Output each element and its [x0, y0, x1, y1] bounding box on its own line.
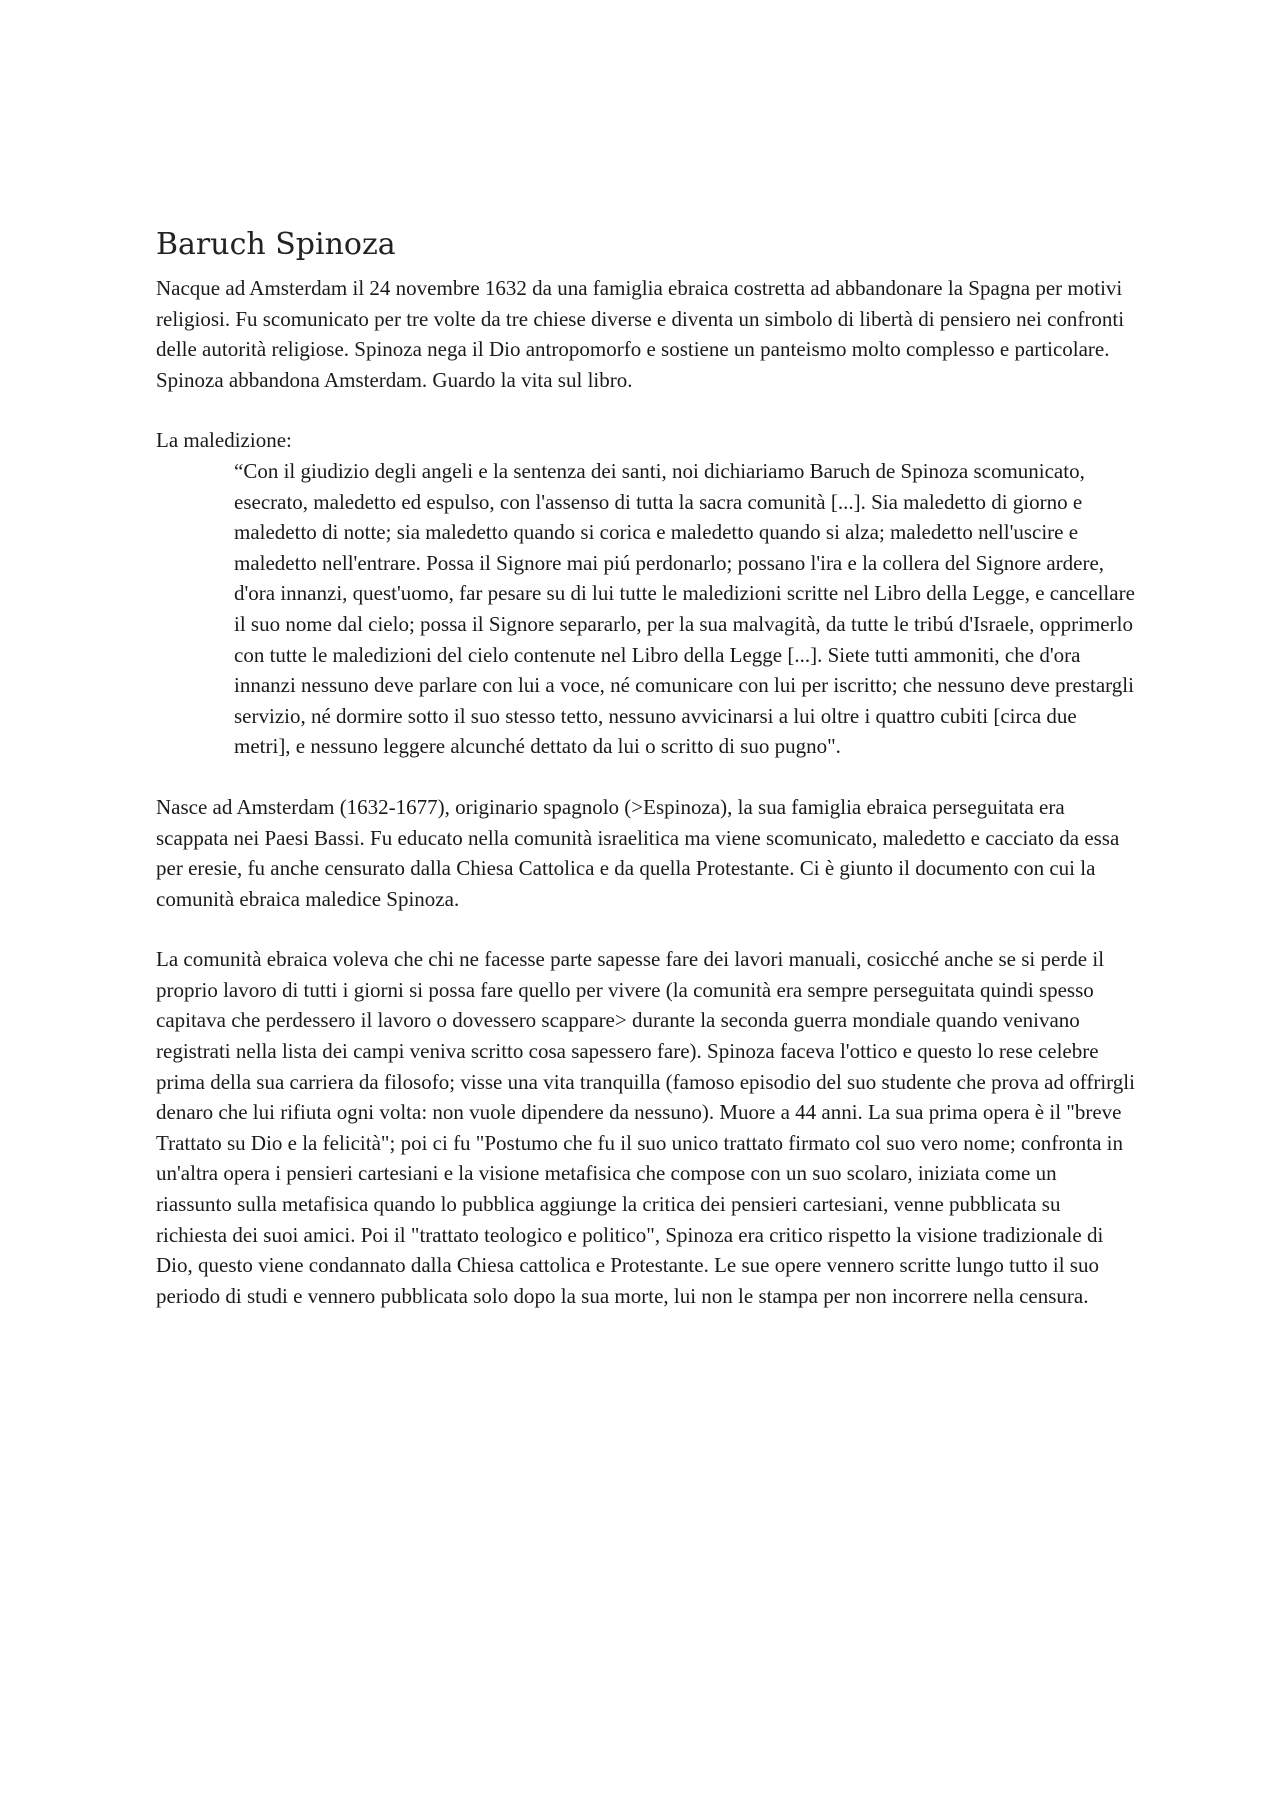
curse-quote: “Con il giudizio degli angeli e la sentenza dei santi, noi dichiariamo Baruch de Spinoza scomunicato, esecrato, maledetto ed espulso, con l'assenso di tutta la sacra comunità [...]. Sia maledetto di giorno e maledetto di notte; sia maledetto quando si corica e maledetto quando si alza; maledetto nell'uscire e maledetto nell'entrare. Possa il Signore mai piú perdonarlo; possano l'ira e la collera del Signore ardere, d'ora innanzi, quest'uomo, far pesare su di lui tutte le maledizioni scritte nel Libro della Legge, e cancellare il suo nome dal cielo; possa il Signore separarlo, per la sua malvagità, da tutte le tribú d'Israele, opprimerlo con tutte le maledizioni del cielo contenute nel Libro della Legge [...]. Siete tutti ammoniti, che d'ora innanzi nessuno deve parlare con lui a voce, né comunicare con lui per iscritto; che nessuno deve prestargli servizio, né dormire sotto il suo stesso tetto, nessuno avvicinarsi a lui oltre i quattro cubiti [circa due metri], e nessuno leggere alcunché dettato da lui o scritto di suo pugno".: [234, 458, 1135, 759]
life-paragraph: La comunità ebraica voleva che chi ne facesse parte sapesse fare dei lavori manuali, cosicché anche se si perde il proprio lavoro di tutti i giorni si possa fare quello per vivere (la comunità era sempre perseguitata quindi spesso capitava che perdessero il lavoro o dovessero scappare> durante la seconda guerra mondiale quando venivano registrati nella lista dei campi veniva scritto cosa sapessero fare). Spinoza faceva l'ottico e questo lo rese celebre prima della sua carriera da filosofo; visse una vita tranquilla (famoso episodio del suo studente che prova ad offrirgli denaro che lui rifiuta ogni volta: non vuole dipendere da nessuno). Muore a 44 anni. La sua prima opera è il "breve Trattato su Dio e la felicità"; poi ci fu "Postumo che fu il suo unico trattato firmato col suo vero nome; confronta in un'altra opera i pensieri cartesiani e la visione metafisica che compose con un suo scolaro, iniziata come un riassunto sulla metafisica quando lo pubblica aggiunge la critica dei pensieri cartesiani, venne pubblicata su richiesta dei suoi amici. Poi il "trattato teologico e politico", Spinoza era critico rispetto la visione tradizionale di Dio, questo viene condannato dalla Chiesa cattolica e Protestante. Le sue opere vennero scritte lungo tutto il suo periodo di studi e vennero pubblicata solo dopo la sua morte, lui non le stampa per non incorrere nella censura.: [156, 947, 1135, 1308]
intro-paragraph: Nacque ad Amsterdam il 24 novembre 1632 da una famiglia ebraica costretta ad abbandonare la Spagna per motivi religiosi. Fu scomunicato per tre volte da tre chiese diverse e diventa un simbolo di libertà di pensiero nei confronti delle autorità religiose. Spinoza nega il Dio antropomorfo e sostiene un panteismo molto complesso e particolare. Spinoza abbandona Amsterdam. Guardo la vita sul libro.: [156, 276, 1125, 392]
paragraph-spacer: [156, 762, 1136, 792]
paragraph-spacer: [156, 914, 1136, 944]
paragraph-spacer: [156, 395, 1136, 425]
document-page: [156, 225, 1136, 1311]
curse-label: La maledizione:: [156, 428, 292, 453]
birth-paragraph: Nasce ad Amsterdam (1632-1677), originario spagnolo (>Espinoza), la sua famiglia ebraica perseguitata era scappata nei Paesi Bassi. Fu educato nella comunità israelitica ma viene scomunicato, maledetto e cacciato da essa per eresie, fu anche censurato dalla Chiesa Cattolica e da quella Protestante. Ci è giunto il documento con cui la comunità ebraica maledice Spinoza.: [156, 794, 1120, 911]
page-title: Baruch Spinoza: [156, 227, 396, 262]
